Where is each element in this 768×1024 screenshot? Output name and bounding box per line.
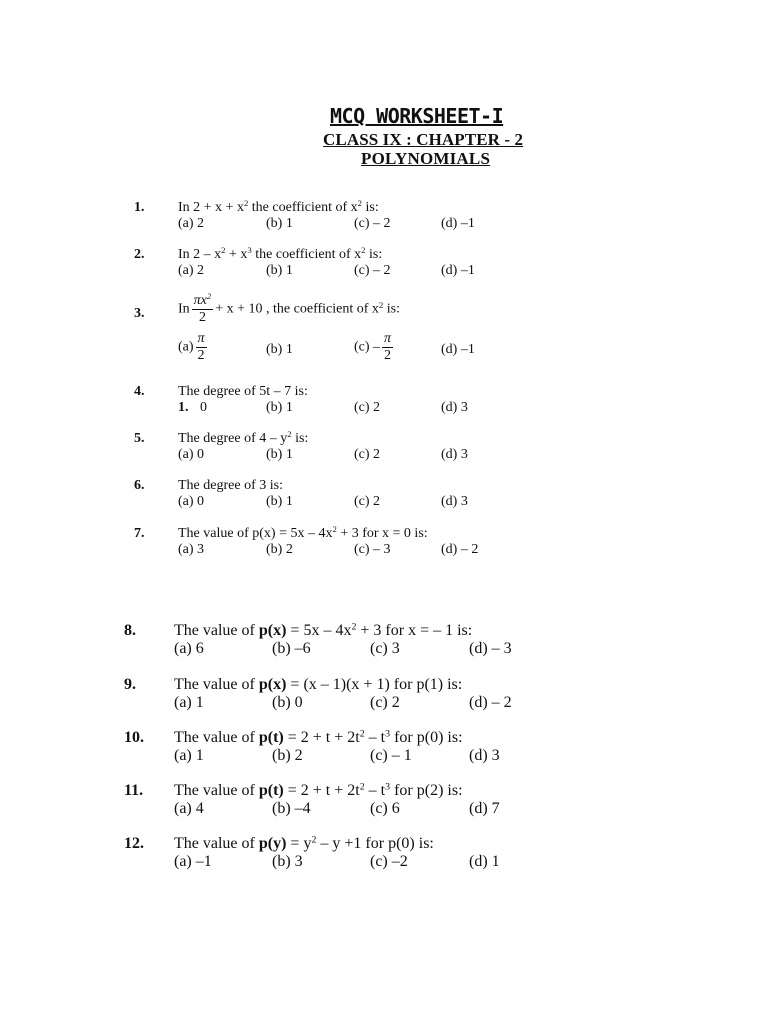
- option-a: (a) $\frac{\pi}{2}$: [178, 331, 205, 363]
- option-c: (c) 2: [354, 447, 381, 462]
- option-a-number: 1.: [178, 400, 189, 415]
- question-number: 12.: [124, 835, 144, 852]
- option-b: (b) –6: [272, 640, 311, 657]
- option-b: (b) 1: [266, 216, 293, 231]
- option-b: (b) 1: [266, 447, 293, 462]
- question-text: The value of p(x) = (x – 1)(x + 1) for p(1) is:: [174, 676, 463, 693]
- option-b: (b) 3: [272, 853, 303, 870]
- question-text: The value of $p(x) = 5x - 4x^2 + 3$ for x = – 1 is:: [174, 621, 473, 639]
- question-text: In $2 + x + x^2$ the coefficient of $x^2$ is:: [178, 198, 379, 215]
- option-c: (c) – $\frac{\pi}{2}$: [354, 331, 392, 363]
- option-c: (c) – 2: [354, 263, 391, 278]
- option-a: (a) 0: [178, 494, 205, 509]
- class-chapter-heading: CLASS IX : CHAPTER - 2: [323, 130, 524, 149]
- option-b: (b) 1: [266, 263, 293, 278]
- question-text: The value of $p(t) = 2 + t + 2t^2 - t^3$ for p(2) is:: [174, 781, 463, 799]
- option-c: (c) –2: [370, 853, 408, 870]
- option-c: (c) 6: [370, 800, 400, 817]
- option-a: (a) 2: [178, 263, 205, 278]
- option-d: (d) 7: [469, 800, 500, 817]
- option-d: (d) –1: [441, 342, 475, 357]
- option-d: (d) – 3: [469, 640, 512, 657]
- option-d: (d) 3: [441, 400, 468, 415]
- option-b: (b) 1: [266, 342, 293, 357]
- option-b: (b) 2: [266, 542, 293, 557]
- question-number: 8.: [124, 622, 136, 639]
- option-b: (b) 0: [272, 694, 303, 711]
- question-number: 4.: [134, 384, 145, 399]
- option-a: (a) 1: [174, 747, 204, 764]
- question-text: The degree of $4 - y^2$ is:: [178, 429, 309, 446]
- option-a: (a) 1: [174, 694, 204, 711]
- option-d: (d) 1: [469, 853, 500, 870]
- fraction: $\frac{\pi x^2}{2}$: [193, 291, 212, 325]
- option-a: (a) 4: [174, 800, 204, 817]
- question-text: The value of $p(y) = y^2 - y +1$ for p(0) is:: [174, 834, 434, 852]
- question-number: 5.: [134, 431, 145, 446]
- option-a: (a) 2: [178, 216, 205, 231]
- option-c: (c) 2: [370, 694, 400, 711]
- option-d: (d) –1: [441, 216, 475, 231]
- option-a: 0: [200, 400, 207, 415]
- option-d: (d) 3: [441, 447, 468, 462]
- option-b: (b) 1: [266, 400, 293, 415]
- question-number: 2.: [134, 247, 145, 262]
- option-c: (c) – 2: [354, 216, 391, 231]
- option-d: (d) – 2: [469, 694, 512, 711]
- question-text: In $2 - x^2 + x^3$ the coefficient of $x^2$ is:: [178, 245, 383, 262]
- option-a: (a) 6: [174, 640, 204, 657]
- question-text: The degree of 3 is:: [178, 478, 283, 493]
- question-number: 3.: [134, 306, 145, 321]
- question-text: In $\frac{\pi x^2}{2}$ + x + 10 , the coefficient of $x^2$ is:: [178, 291, 400, 325]
- option-a: (a) 3: [178, 542, 205, 557]
- question-number: 9.: [124, 676, 136, 693]
- option-d: (d) 3: [469, 747, 500, 764]
- option-b: (b) 1: [266, 494, 293, 509]
- option-b: (b) –4: [272, 800, 311, 817]
- option-c: (c) 2: [354, 494, 381, 509]
- question-number: 10.: [124, 729, 144, 746]
- option-a: (a) –1: [174, 853, 212, 870]
- option-c: (c) 2: [354, 400, 381, 415]
- worksheet-title: MCQ WORKSHEET-I: [330, 104, 504, 128]
- option-d: (d) 3: [441, 494, 468, 509]
- question-text: The value of $p(x) = 5x - 4x^2 + 3$ for x = 0 is:: [178, 524, 428, 541]
- option-c: (c) 3: [370, 640, 400, 657]
- question-number: 6.: [134, 478, 145, 493]
- option-a: (a) 0: [178, 447, 205, 462]
- option-c: (c) – 3: [354, 542, 391, 557]
- topic-heading: POLYNOMIALS: [361, 149, 491, 168]
- question-text: The value of $p(t) = 2 + t + 2t^2 - t^3$ for p(0) is:: [174, 728, 463, 746]
- question-number: 11.: [124, 782, 144, 799]
- question-number: 7.: [134, 526, 145, 541]
- option-d: (d) –1: [441, 263, 475, 278]
- option-b: (b) 2: [272, 747, 303, 764]
- option-c: (c) – 1: [370, 747, 412, 764]
- option-d: (d) – 2: [441, 542, 479, 557]
- question-number: 1.: [134, 200, 145, 215]
- question-text: The degree of 5t – 7 is:: [178, 384, 308, 399]
